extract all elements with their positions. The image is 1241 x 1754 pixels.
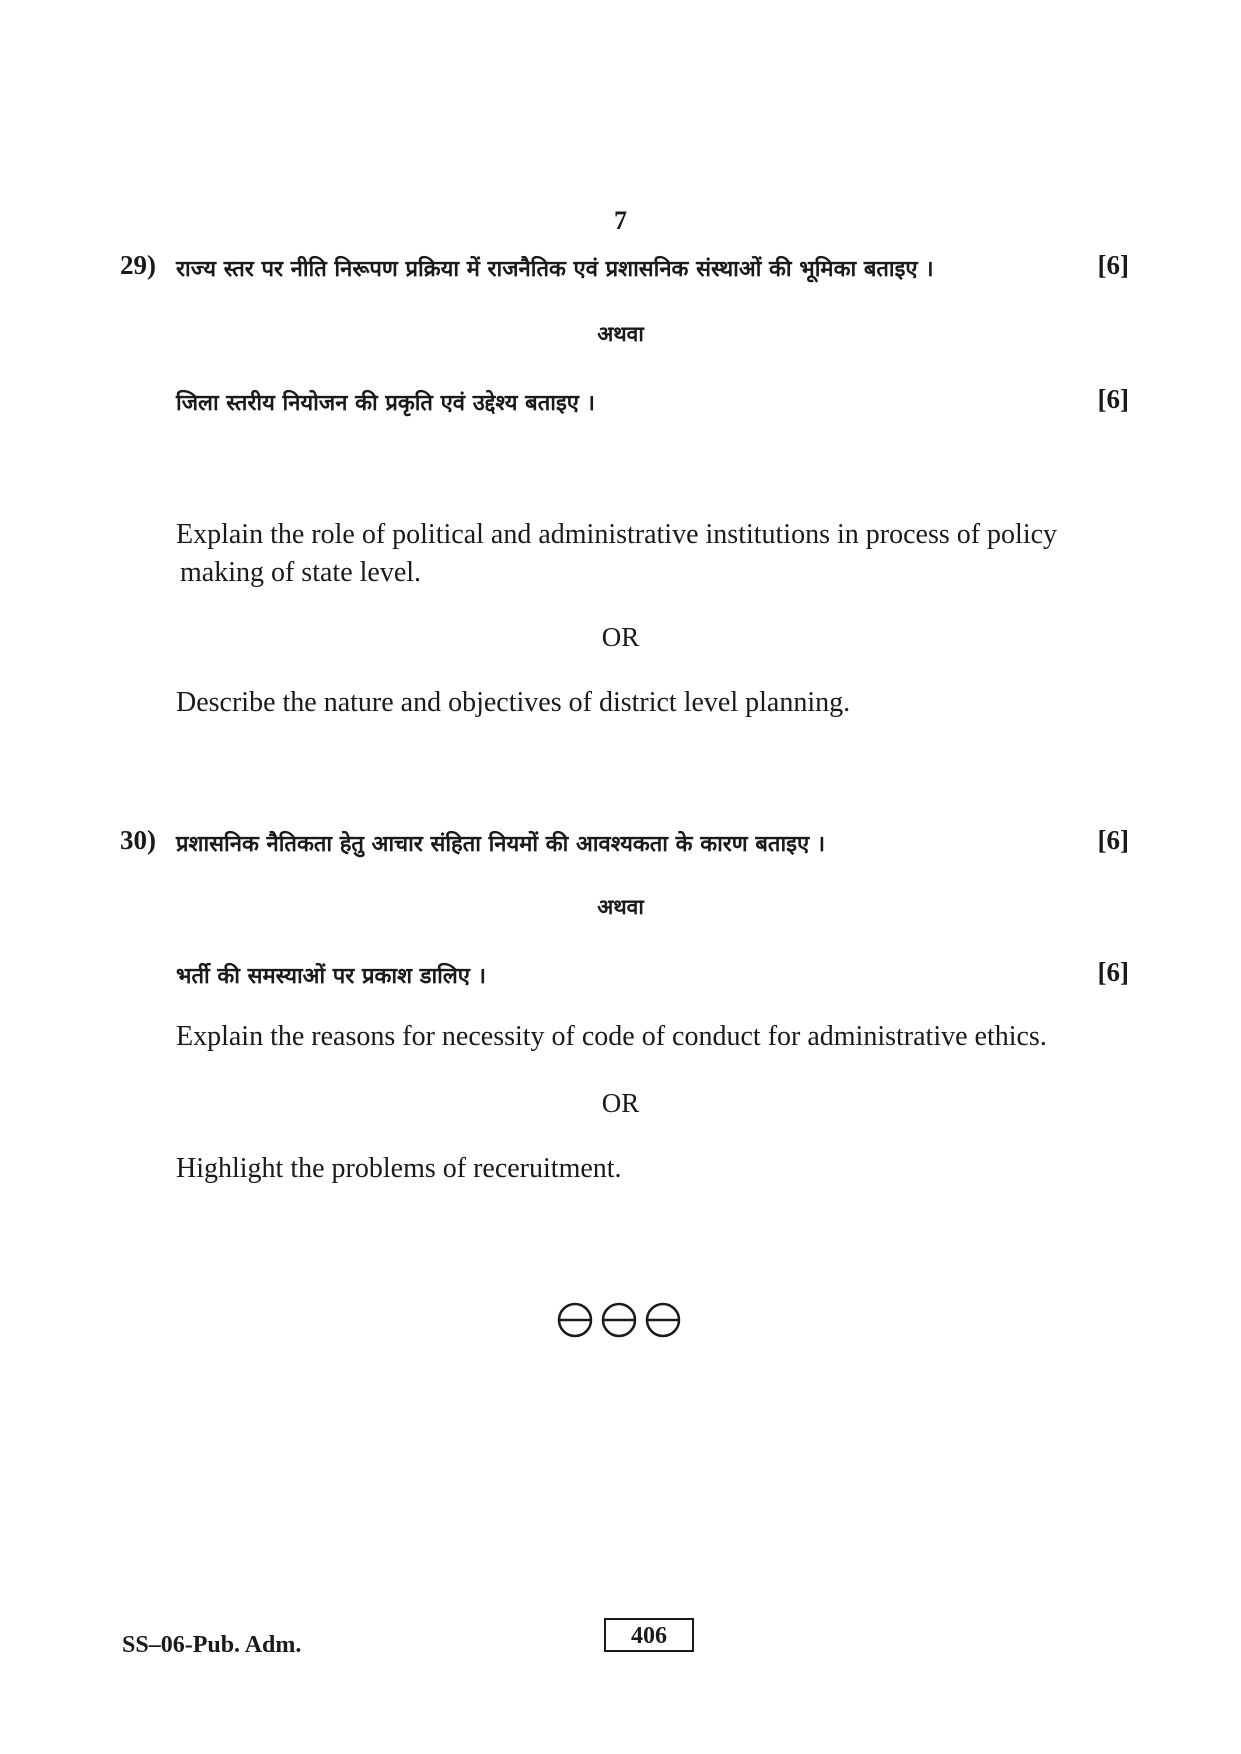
question-number-29: 29)	[120, 250, 156, 280]
or-hindi-30: अथवा	[597, 895, 644, 919]
question-29-hindi: राज्य स्तर पर नीति निरूपण प्रक्रिया में राजनैतिक एवं प्रशासनिक संस्थाओं की भूमिका बताइए ।	[176, 257, 934, 282]
end-of-paper-symbols	[555, 1300, 685, 1345]
or-english-30: OR	[601, 1088, 640, 1118]
question-29-english-line2: making of state level.	[180, 557, 422, 588]
question-30-marks: [6]	[1097, 825, 1129, 855]
question-29-alt-marks: [6]	[1097, 384, 1129, 414]
or-hindi-29: अथवा	[597, 322, 644, 346]
or-english-29: OR	[601, 622, 640, 652]
question-29-english-line1: Explain the role of political and administrative institutions in process of policy	[176, 519, 1058, 550]
question-29-alt-hindi: जिला स्तरीय नियोजन की प्रकृति एवं उद्देश्य बताइए ।	[176, 391, 595, 416]
question-30-alt-english: Highlight the problems of receruitment.	[176, 1153, 622, 1184]
paper-code: SS–06-Pub. Adm.	[122, 1632, 302, 1658]
question-29-alt-english: Describe the nature and objectives of district level planning.	[176, 687, 851, 718]
question-number-30: 30)	[120, 825, 156, 855]
page-code-box: 406	[604, 1618, 694, 1652]
question-30-alt-marks: [6]	[1097, 957, 1129, 987]
question-30-alt-hindi: भर्ती की समस्याओं पर प्रकाश डालिए ।	[176, 964, 486, 989]
question-30-hindi: प्रशासनिक नैतिकता हेतु आचार संहिता नियमों की आवश्यकता के कारण बताइए ।	[176, 832, 826, 857]
question-30-english: Explain the reasons for necessity of code of conduct for administrative ethics.	[176, 1021, 1047, 1052]
question-29-marks: [6]	[1097, 250, 1129, 280]
page-number: 7	[614, 206, 627, 235]
